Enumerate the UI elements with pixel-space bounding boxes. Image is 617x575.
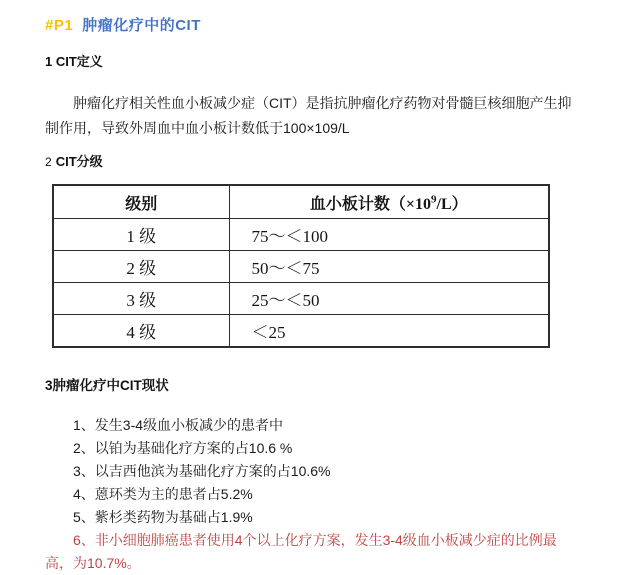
grade-cell: 1 级 xyxy=(53,219,229,251)
grade-cell: 4 级 xyxy=(53,315,229,348)
list-item: 4、蒽环类为主的患者占5.2% xyxy=(73,486,253,502)
table-row xyxy=(53,283,549,315)
platelet-count-column-header: 血小板计数$(\times 10^9/L)$ xyxy=(229,185,549,219)
grade-column-header: 级别 xyxy=(53,185,229,219)
section2-heading-label: CIT分级 xyxy=(55,154,103,169)
platelet-count-cell: 75～＜100 xyxy=(229,219,549,251)
section2-heading-number: 2 xyxy=(45,155,52,169)
list-item: 2、以铂为基础化疗方案的占10.6 % xyxy=(73,440,293,456)
section2-heading xyxy=(45,151,592,170)
list-item: 5、紫杉类药物为基础占1.9% xyxy=(73,509,253,525)
table-row xyxy=(53,251,549,283)
table-row xyxy=(53,219,549,251)
page-title xyxy=(45,14,592,35)
section3-heading: 3肿瘤化疗中CIT现状 xyxy=(45,378,169,393)
list-item: 6、非小细胞肺癌患者使用4个以上化疗方案，发生3-4级血小板减少症的比例最高，为10.7%。 xyxy=(45,532,557,571)
page-title-text: 肿瘤化疗中的CIT xyxy=(82,17,201,34)
status-list xyxy=(45,414,592,575)
grade-cell: 3 级 xyxy=(53,283,229,315)
table-row xyxy=(53,315,549,348)
list-item: 3、以吉西他滨为基础化疗方案的占10.6% xyxy=(73,463,331,479)
table-header-row xyxy=(53,185,549,219)
platelet-count-cell: 25～＜50 xyxy=(229,283,549,315)
superscript-9: 9 xyxy=(431,193,437,206)
page-number-tag: #P1 xyxy=(45,17,74,34)
list-item: 1、发生3-4级血小板减少的患者中 xyxy=(73,417,284,433)
cit-definition-paragraph: 肿瘤化疗相关性血小板减少症（CIT）是指抗肿瘤化疗药物对骨髓巨核细胞产生抑制作用，导致外周血中血小板计数低于100×109/L xyxy=(45,95,572,136)
platelet-count-cell: 50～＜75 xyxy=(229,251,549,283)
grade-cell: 2 级 xyxy=(53,251,229,283)
platelet-count-cell: ＜25 xyxy=(229,315,549,348)
section1-heading: 1 CIT定义 xyxy=(45,54,103,69)
cit-grading-table-body xyxy=(53,219,549,348)
cit-grading-table xyxy=(52,184,550,348)
